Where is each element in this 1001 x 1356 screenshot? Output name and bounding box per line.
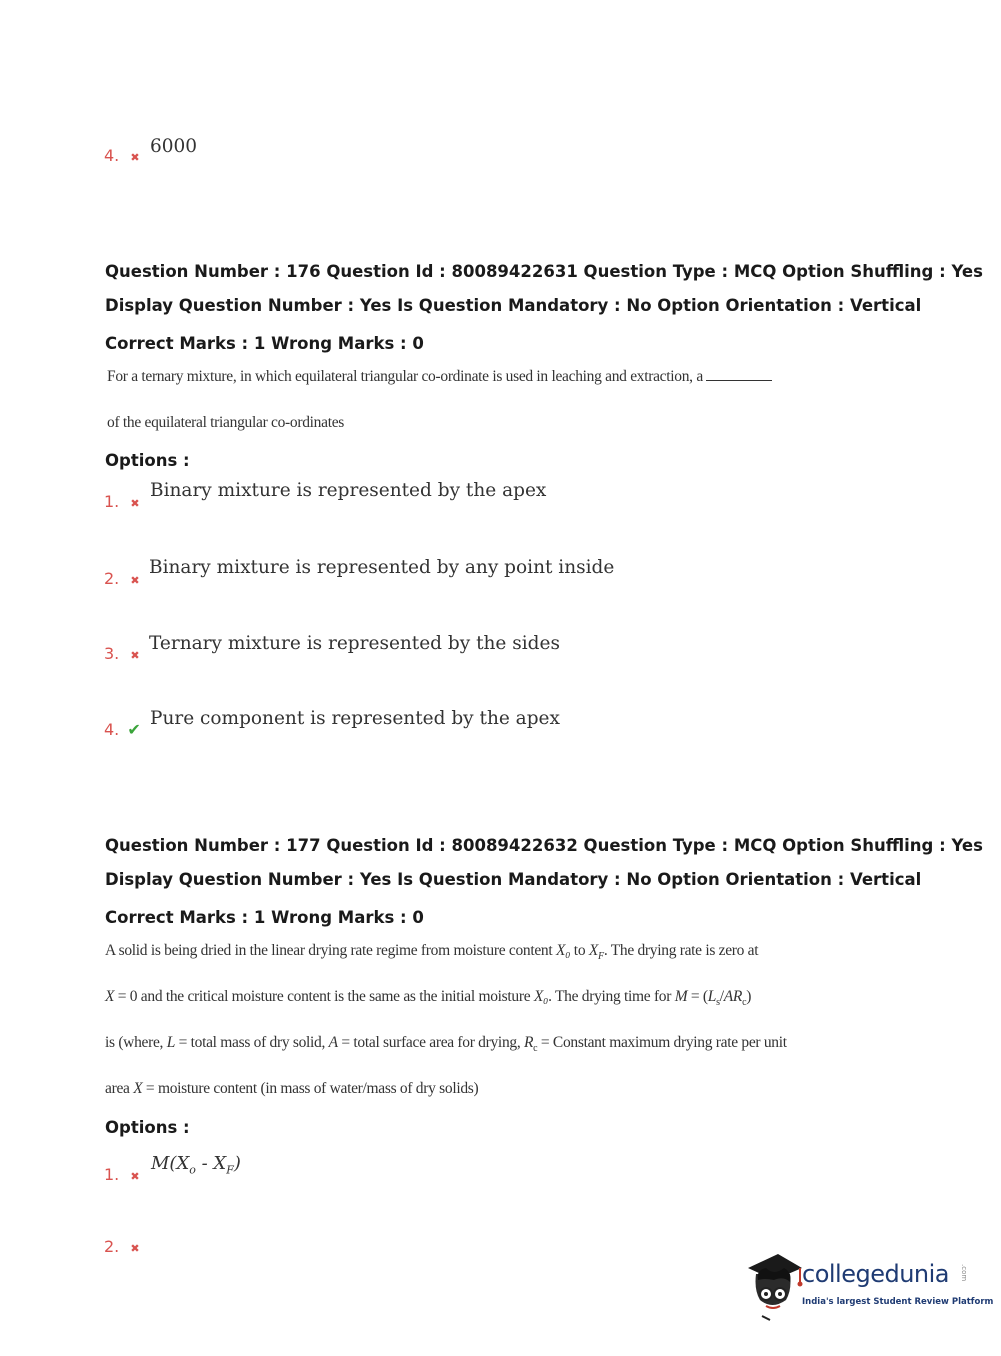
q177-var-x0: X₀ <box>533 988 549 1005</box>
q177-var-x: X <box>105 988 115 1005</box>
formula-sub: o <box>189 1163 196 1177</box>
q177-var-x: X <box>588 942 599 959</box>
q177-text-part: = moisture content (in mass of water/mass of dry solids) <box>142 1080 479 1097</box>
q177-text-part: / <box>719 988 724 1005</box>
q176-option-4-marker <box>104 720 141 739</box>
formula-part: - X <box>195 1153 227 1174</box>
q176-meta-line1: Question Number : 176 Question Id : 80089422631 Question Type : MCQ Option Shuffling : Yes <box>105 262 983 281</box>
q177-option-2-marker <box>104 1237 140 1256</box>
q177-text-part: = total mass of dry solid, <box>175 1034 329 1051</box>
q176-text-part: For a ternary mixture, in which equilateral triangular co-ordinate is used in leaching and extraction, a <box>107 368 703 385</box>
q176-options-label: Options : <box>105 451 190 470</box>
q177-option-1-marker <box>104 1165 140 1184</box>
q177-text-part: = 0 and the critical moisture content is the same as the initial moisture <box>114 988 534 1005</box>
wrong-cross-icon: ✖ <box>130 497 140 510</box>
q177-var-x0: X₀ <box>555 942 571 959</box>
q177-var-r: R <box>524 1034 534 1051</box>
option-number: 1. <box>104 1165 120 1184</box>
q176-text-line1 <box>107 368 772 386</box>
q177-var-l: L <box>166 1034 176 1051</box>
q176-option-3-text: Ternary mixture is represented by the sides <box>149 633 560 654</box>
fill-blank <box>706 380 772 381</box>
formula-part: ) <box>233 1153 241 1174</box>
q177-sub-c: c <box>742 997 747 1009</box>
q177-var-xf <box>588 942 604 963</box>
q176-option-1-text: Binary mixture is represented by the apex <box>150 480 547 501</box>
q177-var-m: M <box>674 988 688 1005</box>
correct-check-icon: ✔ <box>127 720 141 739</box>
q177-text-part: A solid is being dried in the linear drying rate regime from moisture content <box>105 942 556 959</box>
q177-marks: Correct Marks : 1 Wrong Marks : 0 <box>105 908 424 927</box>
q177-text-line3 <box>105 1034 787 1054</box>
q177-text-line4 <box>105 1080 478 1098</box>
option-number: 1. <box>104 492 120 511</box>
q177-text-part: ) <box>746 988 752 1005</box>
collegedunia-logo <box>744 1250 994 1322</box>
option-number: 4. <box>104 720 120 739</box>
q177-var-ar: AR <box>723 988 743 1005</box>
q176-option-2-text: Binary mixture is represented by any point inside <box>149 557 615 578</box>
q177-options-label: Options : <box>105 1118 190 1137</box>
q177-meta-line1: Question Number : 177 Question Id : 80089422632 Question Type : MCQ Option Shuffling : Yes <box>105 836 983 855</box>
logo-suffix: .com <box>960 1264 968 1282</box>
q177-text-part: = ( <box>687 988 708 1005</box>
q176-option-3-marker <box>104 644 140 663</box>
q177-var-a: A <box>328 1034 338 1051</box>
wrong-cross-icon: ✖ <box>130 1170 140 1183</box>
option-number: 2. <box>104 1237 120 1256</box>
q177-sub-f: F <box>598 951 604 963</box>
option-number: 3. <box>104 644 120 663</box>
formula-sub: F <box>226 1163 234 1177</box>
mascot-icon <box>744 1250 804 1322</box>
q177-option-1-text <box>151 1153 241 1177</box>
wrong-cross-icon: ✖ <box>130 151 140 164</box>
option-number: 2. <box>104 569 120 588</box>
wrong-cross-icon: ✖ <box>130 1242 140 1255</box>
q176-option-1-marker <box>104 492 140 511</box>
wrong-cross-icon: ✖ <box>130 649 140 662</box>
option-number: 4. <box>104 146 120 165</box>
q177-text-part: to <box>570 942 589 959</box>
q177-text-part: area <box>105 1080 134 1097</box>
q177-text-part: = Constant maximum drying rate per unit <box>537 1034 787 1051</box>
q177-text-part: . The drying rate is zero at <box>603 942 759 959</box>
q177-sub-c: c <box>533 1043 538 1055</box>
q176-option-4-text: Pure component is represented by the apex <box>150 708 560 729</box>
q177-text-line2 <box>105 988 751 1008</box>
wrong-cross-icon: ✖ <box>130 574 140 587</box>
q176-option-2-marker <box>104 569 140 588</box>
q177-text-part: = total surface area for drying, <box>337 1034 524 1051</box>
q176-meta-line2: Display Question Number : Yes Is Question Mandatory : No Option Orientation : Vertical <box>105 296 922 315</box>
q177-text-line1 <box>105 942 758 962</box>
q176-text-line2: of the equilateral triangular co-ordinates <box>107 414 345 431</box>
q177-text-part: . The drying time for <box>548 988 675 1005</box>
prev-option-4 <box>104 146 140 165</box>
formula-part: M(X <box>151 1153 190 1174</box>
logo-tagline: India's largest Student Review Platform <box>802 1297 994 1307</box>
q177-var-x: X <box>133 1080 143 1097</box>
q177-meta-line2: Display Question Number : Yes Is Question Mandatory : No Option Orientation : Vertical <box>105 870 922 889</box>
q176-marks: Correct Marks : 1 Wrong Marks : 0 <box>105 334 424 353</box>
logo-wordmark: collegedunia <box>802 1260 950 1288</box>
prev-option-4-text: 6000 <box>150 136 198 157</box>
q177-sub-s: s <box>716 997 720 1009</box>
q177-var-l: L <box>707 988 717 1005</box>
q177-text-part: is (where, <box>105 1034 167 1051</box>
